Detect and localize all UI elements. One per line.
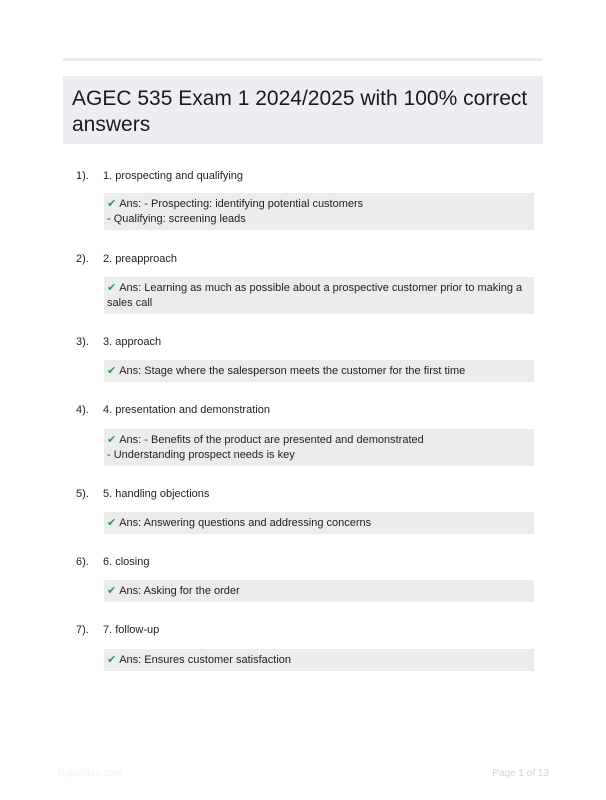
check-icon: ✔ xyxy=(107,197,117,210)
answer-line: - Understanding prospect needs is key xyxy=(107,449,295,461)
answer-text: Ans: Learning as much as possible about a prospective customer prior to making a xyxy=(119,282,523,294)
answer-text: Ans: Answering questions and addressing concerns xyxy=(119,517,372,529)
check-icon: ✔ xyxy=(107,433,117,446)
answer-box xyxy=(104,277,534,314)
question-number: 1). xyxy=(76,170,89,182)
answer-text: Ans: Stage where the salesperson meets the customer for the first time xyxy=(119,365,466,377)
question-number: 2). xyxy=(76,253,89,265)
answer-box xyxy=(104,193,534,230)
answer-line: - Qualifying: screening leads xyxy=(107,213,246,225)
check-icon: ✔ xyxy=(107,281,117,294)
answer-box xyxy=(104,429,534,466)
question-text: 6. closing xyxy=(103,556,150,568)
question-text: 2. preapproach xyxy=(103,253,177,265)
page-indicator: Page 1 of 13 xyxy=(492,768,549,779)
answer-line xyxy=(107,583,528,599)
answer-text: Ans: - Benefits of the product are presented and demonstrated xyxy=(119,434,424,446)
check-icon: ✔ xyxy=(107,364,117,377)
answer-text: Ans: Ensures customer satisfaction xyxy=(119,654,292,666)
answer-text: Ans: Asking for the order xyxy=(119,585,240,597)
title-banner xyxy=(63,76,543,144)
footer-watermark: Papertbic.com xyxy=(58,768,122,779)
check-icon: ✔ xyxy=(107,516,117,529)
answer-line: sales call xyxy=(107,297,153,309)
answer-box xyxy=(104,512,534,534)
answer-text: Ans: - Prospecting: identifying potential customers xyxy=(119,198,364,210)
question-text: 5. handling objections xyxy=(103,488,210,500)
answer-box xyxy=(104,580,534,602)
check-icon: ✔ xyxy=(107,584,117,597)
answer-line xyxy=(107,652,528,668)
question-text: 7. follow-up xyxy=(103,624,160,636)
question-text: 1. prospecting and qualifying xyxy=(103,170,244,182)
answer-line xyxy=(107,280,528,296)
question-number: 5). xyxy=(76,488,89,500)
question-text: 3. approach xyxy=(103,336,162,348)
answer-line xyxy=(107,363,528,379)
top-divider xyxy=(63,58,543,61)
question-text: 4. presentation and demonstration xyxy=(103,404,270,416)
question-number: 4). xyxy=(76,404,89,416)
answer-line xyxy=(107,515,528,531)
check-icon: ✔ xyxy=(107,653,117,666)
answer-line xyxy=(107,432,528,448)
answer-line xyxy=(107,196,528,212)
document-title: AGEC 535 Exam 1 2024/2025 with 100% correct answers xyxy=(72,87,528,136)
answer-box xyxy=(104,649,534,671)
question-number: 7). xyxy=(76,624,89,636)
question-number: 3). xyxy=(76,336,89,348)
question-number: 6). xyxy=(76,556,89,568)
answer-box xyxy=(104,360,534,382)
